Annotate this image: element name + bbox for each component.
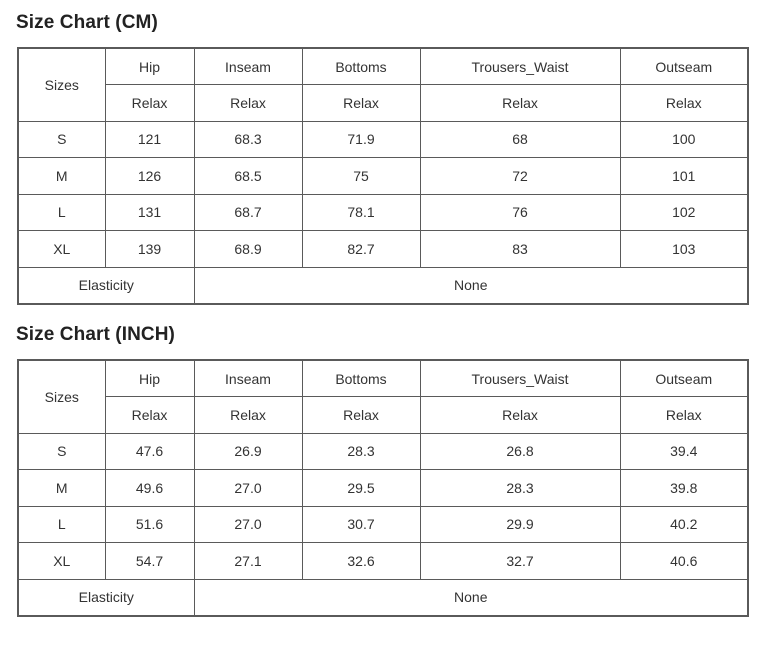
sub-header-row <box>18 397 748 434</box>
sub-header-cell: Relax <box>105 397 194 434</box>
table-cell: 78.1 <box>302 194 420 231</box>
table-cell: 131 <box>105 194 194 231</box>
table-cell: 27.0 <box>194 506 302 543</box>
table-cell: 72 <box>420 158 620 195</box>
size-label-cell: S <box>18 121 105 158</box>
elasticity-row <box>18 267 748 304</box>
table-cell: 68.9 <box>194 231 302 268</box>
table-cell: 82.7 <box>302 231 420 268</box>
elasticity-value-cell: None <box>194 267 748 304</box>
table-cell: 32.7 <box>420 543 620 580</box>
sub-header-row <box>18 85 748 122</box>
table-row <box>18 543 748 580</box>
table-row <box>18 231 748 268</box>
elasticity-row <box>18 579 748 616</box>
column-header-hip: Hip <box>105 48 194 85</box>
column-header-bottoms: Bottoms <box>302 360 420 397</box>
table-cell: 40.2 <box>620 506 748 543</box>
size-chart-inch-table <box>17 359 749 617</box>
sizes-header-cell: Sizes <box>18 48 105 121</box>
table-cell: 27.1 <box>194 543 302 580</box>
table-cell: 83 <box>420 231 620 268</box>
size-chart-cm-title: Size Chart (CM) <box>16 12 158 33</box>
size-label-cell: M <box>18 158 105 195</box>
table-cell: 54.7 <box>105 543 194 580</box>
table-cell: 29.9 <box>420 506 620 543</box>
table-cell: 39.8 <box>620 470 748 507</box>
size-chart-inch-title: Size Chart (INCH) <box>16 324 175 345</box>
sub-header-cell: Relax <box>302 397 420 434</box>
sub-header-cell: Relax <box>420 397 620 434</box>
table-cell: 102 <box>620 194 748 231</box>
column-header-inseam: Inseam <box>194 360 302 397</box>
size-label-cell: XL <box>18 231 105 268</box>
sub-header-cell: Relax <box>105 85 194 122</box>
sub-header-cell: Relax <box>302 85 420 122</box>
column-header-outseam: Outseam <box>620 48 748 85</box>
table-cell: 28.3 <box>302 433 420 470</box>
column-header-outseam: Outseam <box>620 360 748 397</box>
table-row <box>18 506 748 543</box>
table-cell: 40.6 <box>620 543 748 580</box>
elasticity-label-cell: Elasticity <box>18 579 194 616</box>
table-cell: 71.9 <box>302 121 420 158</box>
table-cell: 32.6 <box>302 543 420 580</box>
header-row <box>18 360 748 397</box>
table-cell: 101 <box>620 158 748 195</box>
size-label-cell: S <box>18 433 105 470</box>
table-cell: 28.3 <box>420 470 620 507</box>
table-cell: 103 <box>620 231 748 268</box>
table-row <box>18 121 748 158</box>
column-header-bottoms: Bottoms <box>302 48 420 85</box>
table-cell: 68 <box>420 121 620 158</box>
table-row <box>18 194 748 231</box>
table-row <box>18 470 748 507</box>
table-cell: 75 <box>302 158 420 195</box>
table-row <box>18 433 748 470</box>
table-cell: 121 <box>105 121 194 158</box>
elasticity-label-cell: Elasticity <box>18 267 194 304</box>
elasticity-value-cell: None <box>194 579 748 616</box>
sub-header-cell: Relax <box>194 397 302 434</box>
size-label-cell: XL <box>18 543 105 580</box>
table-cell: 139 <box>105 231 194 268</box>
table-cell: 39.4 <box>620 433 748 470</box>
table-cell: 30.7 <box>302 506 420 543</box>
table-cell: 26.8 <box>420 433 620 470</box>
table-cell: 68.3 <box>194 121 302 158</box>
column-header-trousers-waist: Trousers_Waist <box>420 360 620 397</box>
sub-header-cell: Relax <box>620 85 748 122</box>
sub-header-cell: Relax <box>620 397 748 434</box>
size-label-cell: M <box>18 470 105 507</box>
table-cell: 126 <box>105 158 194 195</box>
column-header-trousers-waist: Trousers_Waist <box>420 48 620 85</box>
table-cell: 26.9 <box>194 433 302 470</box>
size-label-cell: L <box>18 194 105 231</box>
table-cell: 68.7 <box>194 194 302 231</box>
table-cell: 68.5 <box>194 158 302 195</box>
column-header-hip: Hip <box>105 360 194 397</box>
table-cell: 100 <box>620 121 748 158</box>
table-cell: 51.6 <box>105 506 194 543</box>
column-header-inseam: Inseam <box>194 48 302 85</box>
sizes-header-cell: Sizes <box>18 360 105 433</box>
sub-header-cell: Relax <box>194 85 302 122</box>
sub-header-cell: Relax <box>420 85 620 122</box>
table-cell: 29.5 <box>302 470 420 507</box>
size-label-cell: L <box>18 506 105 543</box>
table-row <box>18 158 748 195</box>
table-cell: 47.6 <box>105 433 194 470</box>
size-chart-cm-table <box>17 47 749 305</box>
table-cell: 49.6 <box>105 470 194 507</box>
header-row <box>18 48 748 85</box>
table-cell: 27.0 <box>194 470 302 507</box>
table-cell: 76 <box>420 194 620 231</box>
